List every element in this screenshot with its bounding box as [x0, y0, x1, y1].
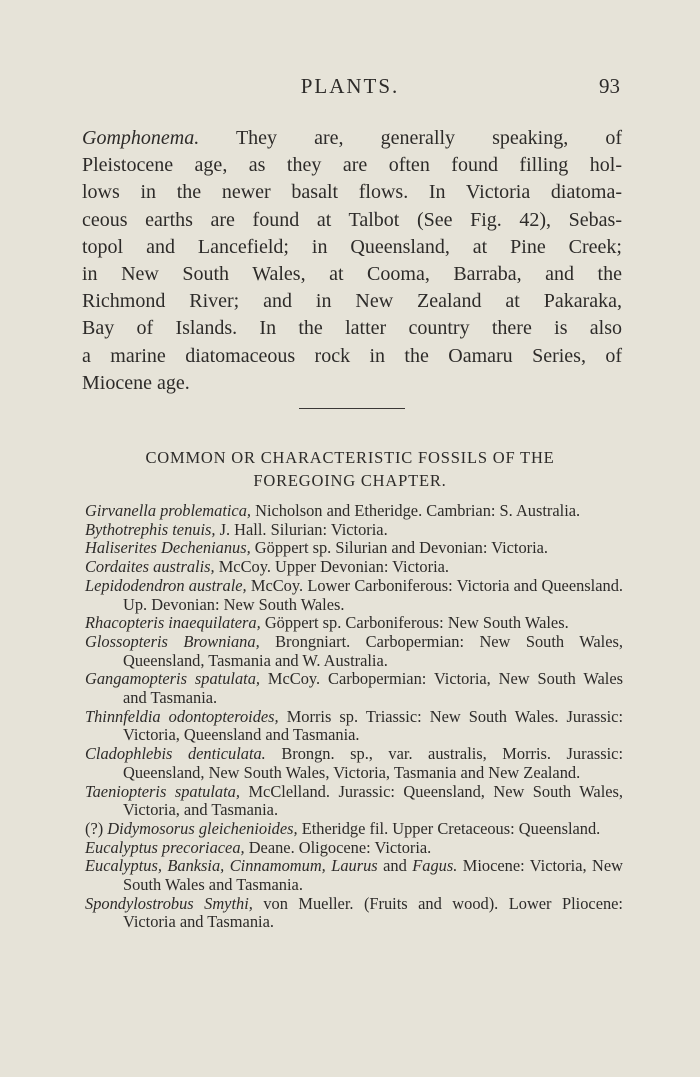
- fossil-entry: Eucalyptus, Banksia, Cinnamomum, Laurus and Fagus. Miocene: Victoria, New South Wales and Tasmania.: [85, 856, 623, 895]
- running-header-title: PLANTS.: [300, 74, 400, 98]
- fossil-species-name: Eucalyptus, Banksia, Cinnamomum, Laurus: [85, 856, 378, 876]
- genus-name: Gomphonema.: [82, 127, 200, 149]
- fossil-species-name: Taeniopteris spatulata,: [85, 781, 240, 801]
- body-line: topol and Lancefield; in Queensland, at Pine Creek;: [82, 235, 622, 258]
- fossils-heading-line-2: FOREGOING CHAPTER.: [253, 471, 447, 490]
- body-line: Gomphonema. They are, generally speaking, of: [82, 127, 622, 149]
- fossil-species-name: Eucalyptus precoriacea,: [85, 837, 245, 857]
- body-line: lows in the newer basalt flows. In Victoria diatoma-: [82, 181, 622, 204]
- fossil-species-name: Glossopteris Browniana,: [85, 631, 260, 651]
- fossil-species-name: Didymosorus gleichenioides,: [107, 818, 298, 838]
- fossil-species-name: Bythotrephis tenuis,: [85, 519, 216, 539]
- fossil-species-name: Cordaites australis,: [85, 557, 215, 577]
- fossil-species-name: Spondylostrobus Smythi,: [85, 893, 253, 913]
- fossil-entry: Eucalyptus precoriacea, Deane. Oligocene: Victoria.: [85, 837, 432, 857]
- fossil-entry: Haliserites Dechenianus, Göppert sp. Silurian and Devonian: Victoria.: [85, 538, 549, 558]
- body-line: a marine diatomaceous rock in the Oamaru Series, of: [82, 344, 622, 367]
- fossil-entry: Girvanella problematica, Nicholson and Etheridge. Cambrian: S. Australia.: [85, 501, 581, 520]
- page-number: 93: [599, 74, 620, 98]
- body-line: Bay of Islands. In the latter country there is also: [82, 317, 622, 340]
- body-line: Miocene age.: [82, 371, 190, 394]
- fossil-species-name: Cladophlebis denticulata.: [85, 744, 266, 764]
- fossil-list: [85, 502, 623, 932]
- fossils-heading-line-1: COMMON OR CHARACTERISTIC FOSSILS OF THE: [145, 448, 555, 467]
- fossil-entry: Glossopteris Browniana, Brongniart. Carbopermian: New South Wales, Queensland, Tasmania and W. Australia.: [85, 631, 623, 670]
- body-paragraph: [82, 125, 622, 397]
- fossil-entry: Rhacopteris inaequilatera, Göppert sp. Carboniferous: New South Wales.: [85, 613, 569, 633]
- fossil-entry: Gangamopteris spatulata, McCoy. Carbopermian: Victoria, New South Wales and Tasmania.: [85, 669, 624, 708]
- body-line: Pleistocene age, as they are often found filling hol-: [82, 154, 622, 177]
- fossils-heading: [0, 446, 700, 492]
- body-line: Richmond River; and in New Zealand at Pakaraka,: [82, 290, 622, 313]
- fossil-entry: Cladophlebis denticulata. Brongn. sp., var. australis, Morris. Jurassic: Queensland, New South Wales, Victoria, Tasmania and New Zealand.: [85, 744, 623, 782]
- fossil-species-name: Thinnfeldia odontopteroides,: [85, 706, 279, 726]
- fossil-entry: Taeniopteris spatulata, McClelland. Jurassic: Queensland, New South Wales, Victoria, and Tasmania.: [85, 781, 623, 820]
- fossil-entry: Thinnfeldia odontopteroides, Morris sp. Triassic: New South Wales. Jurassic: Victoria, Queensland and Tasmania.: [85, 706, 624, 745]
- fossil-species-name: Gangamopteris spatulata,: [85, 669, 261, 689]
- fossil-species-name: Girvanella problematica,: [85, 501, 252, 520]
- body-line: ceous earths are found at Talbot (See Fig. 42), Sebas-: [82, 208, 622, 231]
- fossil-entry: Lepidodendron australe, McCoy. Lower Carboniferous: Victoria and Queensland. Up. Devonian: New South Wales.: [85, 575, 623, 614]
- section-divider: [299, 408, 405, 409]
- fossil-entry: Bythotrephis tenuis, J. Hall. Silurian: Victoria.: [85, 519, 388, 539]
- fossil-species-name: Fagus.: [412, 856, 458, 876]
- fossil-entry: Spondylostrobus Smythi, von Mueller. (Fruits and wood). Lower Pliocene: Victoria and Tasmania.: [85, 893, 623, 932]
- fossil-entry: Cordaites australis, McCoy. Upper Devonian: Victoria.: [85, 557, 449, 577]
- fossil-species-name: Rhacopteris inaequilatera,: [85, 613, 261, 633]
- fossil-species-name: Lepidodendron australe,: [85, 575, 247, 595]
- fossil-species-name: Haliserites Dechenianus,: [85, 538, 251, 558]
- fossil-entry: (?) Didymosorus gleichenioides, Etheridge fil. Upper Cretaceous: Queensland.: [85, 818, 601, 838]
- body-line: in New South Wales, at Cooma, Barraba, and the: [82, 263, 622, 286]
